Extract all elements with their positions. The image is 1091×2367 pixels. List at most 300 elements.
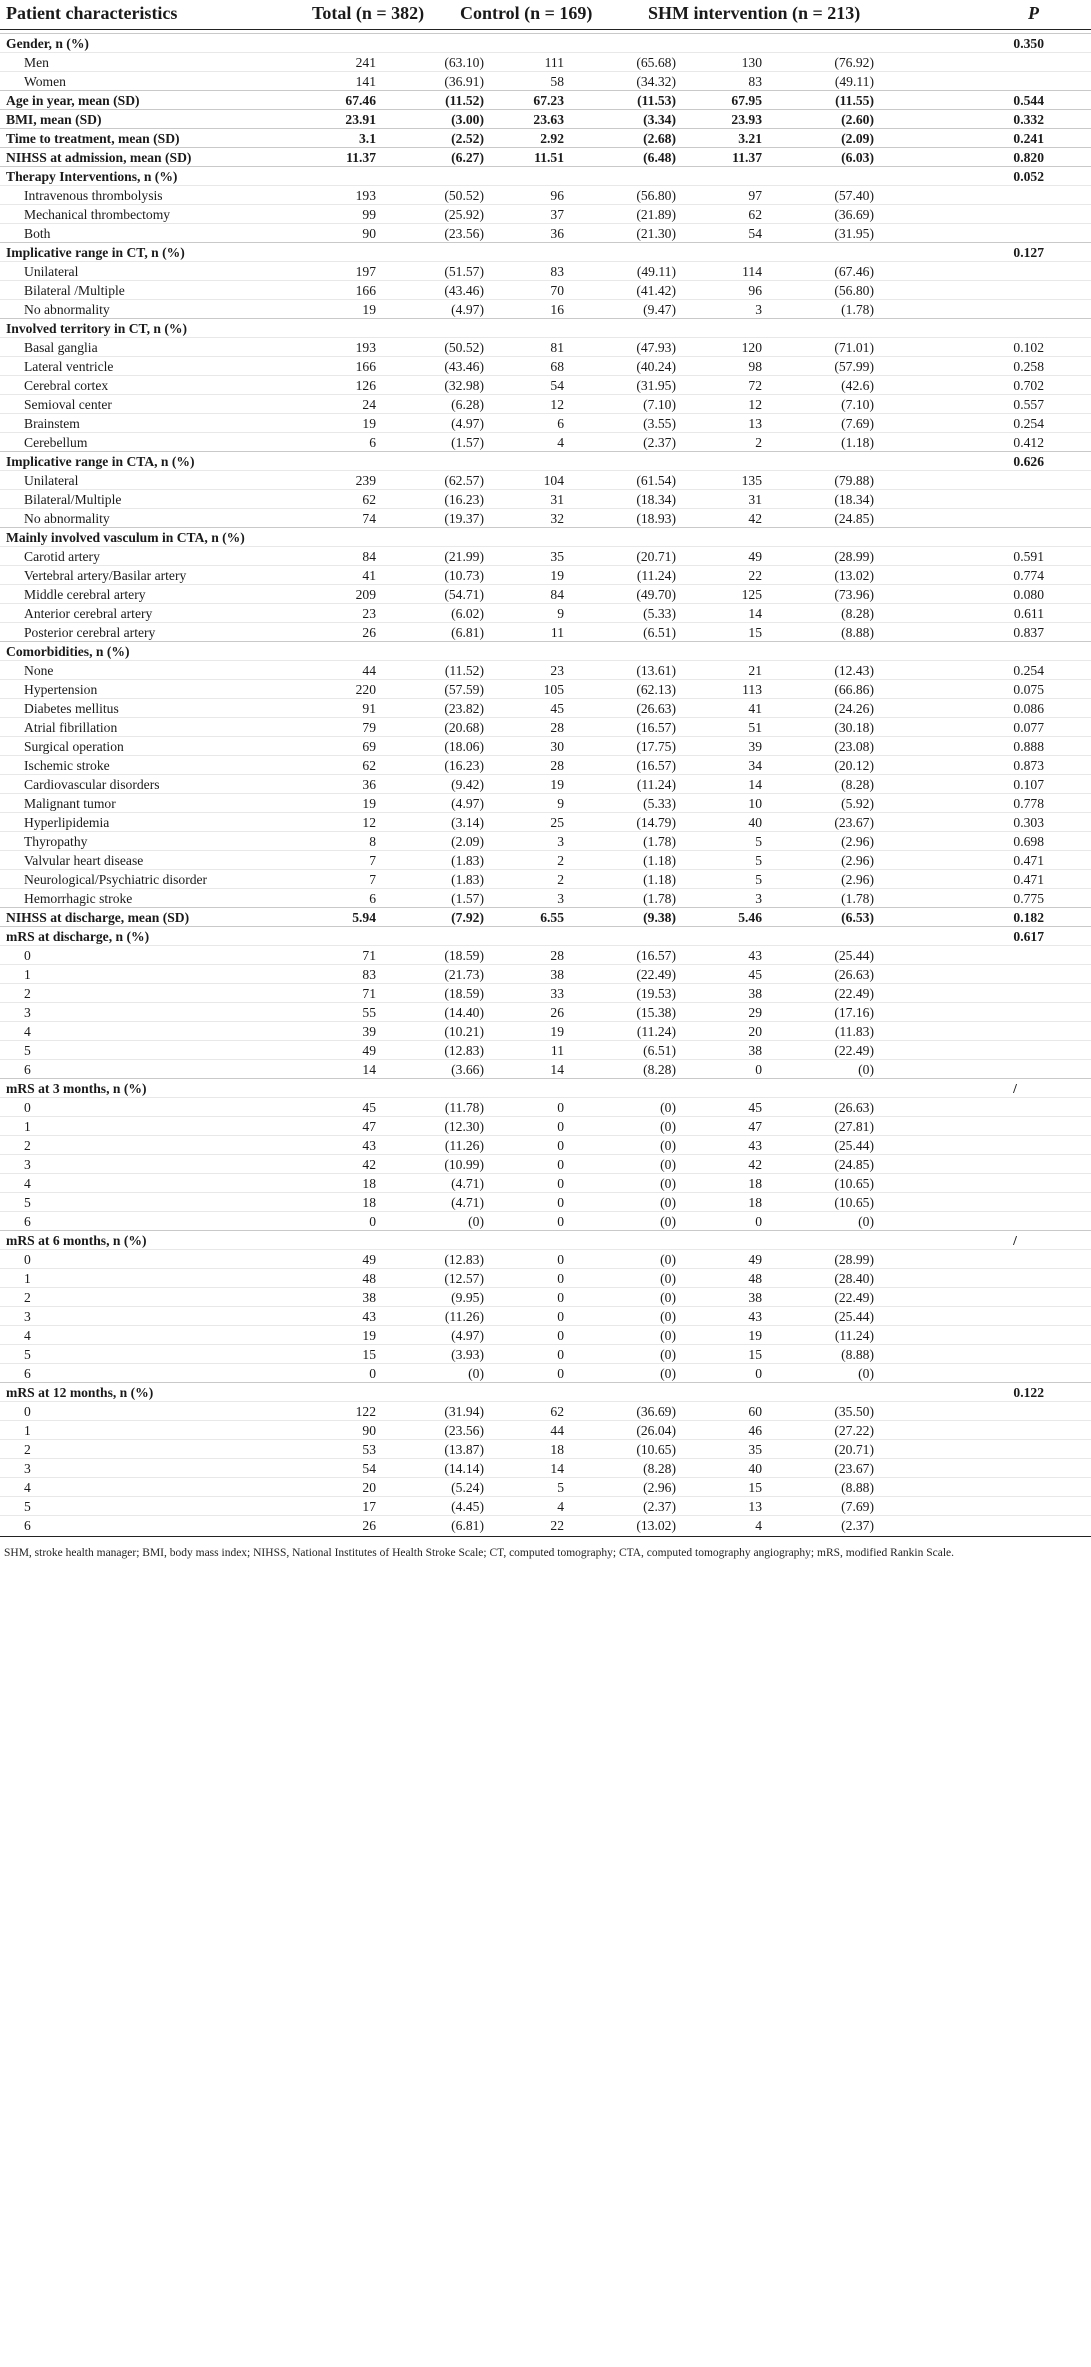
cell-total-n: 84 [362, 549, 376, 564]
cell-control-pct: (11.24) [636, 568, 676, 583]
table-row [0, 793, 1091, 812]
cell-control-pct: (61.54) [636, 473, 676, 488]
table-row [0, 546, 1091, 565]
cell-shm-pct: (5.92) [841, 796, 874, 811]
cell-total-n: 48 [362, 1271, 376, 1286]
cell-shm-n: 3.21 [738, 131, 762, 146]
cell-control-n: 67.23 [533, 93, 564, 108]
cell-shm-n: 0 [755, 1214, 762, 1229]
cell-total-n: 26 [362, 1518, 376, 1533]
cell-total-n: 23.91 [345, 112, 376, 127]
table-row [0, 869, 1091, 888]
cell-total-n: 91 [362, 701, 376, 716]
table-row [0, 1021, 1091, 1040]
table-row [0, 185, 1091, 204]
cell-total-n: 209 [355, 587, 376, 602]
cell-shm-n: 13 [748, 416, 762, 431]
cell-total-n: 8 [369, 834, 376, 849]
table-row [0, 432, 1091, 451]
cell-total-n: 90 [362, 226, 376, 241]
cell-label: Cardiovascular disorders [24, 777, 160, 792]
cell-total-n: 23 [362, 606, 376, 621]
cell-total-pct: (50.52) [444, 340, 484, 355]
cell-p-value: 0.412 [1013, 435, 1044, 450]
cell-shm-pct: (79.88) [834, 473, 874, 488]
cell-control-n: 30 [550, 739, 564, 754]
table-row [0, 1002, 1091, 1021]
cell-total-n: 49 [362, 1043, 376, 1058]
cell-shm-n: 5 [755, 872, 762, 887]
cell-shm-n: 18 [748, 1176, 762, 1191]
cell-control-pct: (20.71) [636, 549, 676, 564]
cell-control-pct: (0) [660, 1328, 676, 1343]
table-section-row [0, 451, 1091, 470]
cell-total-n: 74 [362, 511, 376, 526]
cell-shm-n: 0 [755, 1062, 762, 1077]
table-row [0, 1097, 1091, 1116]
cell-shm-n: 39 [748, 739, 762, 754]
cell-label: Ischemic stroke [24, 758, 110, 773]
cell-control-pct: (49.11) [636, 264, 676, 279]
cell-shm-n: 83 [748, 74, 762, 89]
cell-shm-n: 18 [748, 1195, 762, 1210]
cell-shm-n: 54 [748, 226, 762, 241]
table-row [0, 413, 1091, 432]
table-row [0, 584, 1091, 603]
table-section-row [0, 147, 1091, 166]
cell-shm-pct: (8.28) [841, 606, 874, 621]
cell-control-n: 9 [557, 606, 564, 621]
cell-p-value: 0.471 [1013, 872, 1044, 887]
cell-shm-n: 5 [755, 853, 762, 868]
cell-p-value: 0.557 [1013, 397, 1044, 412]
cell-control-pct: (5.33) [643, 606, 676, 621]
cell-shm-pct: (25.44) [834, 948, 874, 963]
cell-control-n: 0 [557, 1176, 564, 1191]
cell-label: 4 [24, 1480, 31, 1495]
table-row [0, 1325, 1091, 1344]
table-row [0, 1154, 1091, 1173]
cell-shm-n: 38 [748, 1043, 762, 1058]
cell-total-n: 166 [355, 359, 376, 374]
cell-label: 2 [24, 1138, 31, 1153]
table-row [0, 204, 1091, 223]
table-section-row [0, 109, 1091, 128]
cell-label: mRS at 12 months, n (%) [6, 1385, 154, 1400]
cell-total-pct: (10.21) [444, 1024, 484, 1039]
cell-p-value: 0.102 [1013, 340, 1044, 355]
cell-control-pct: (0) [660, 1100, 676, 1115]
table-section-row [0, 318, 1091, 337]
cell-p-value: 0.052 [1013, 169, 1044, 184]
cell-total-n: 12 [362, 815, 376, 830]
table-section-row [0, 926, 1091, 945]
cell-control-pct: (49.70) [636, 587, 676, 602]
cell-control-n: 3 [557, 834, 564, 849]
cell-total-pct: (3.66) [451, 1062, 484, 1077]
table-row [0, 280, 1091, 299]
cell-label: Diabetes mellitus [24, 701, 119, 716]
cell-total-pct: (25.92) [444, 207, 484, 222]
table-footnote: SHM, stroke health manager; BMI, body mass index; NIHSS, National Institutes of Health Stroke Scale; CT, computed tomography; CTA, computed tomography angiography; mRS, modified Rankin Scale. [4, 1547, 955, 1559]
cell-control-pct: (11.53) [637, 93, 676, 108]
table-section-row [0, 907, 1091, 926]
cell-control-n: 12 [550, 397, 564, 412]
cell-label: Comorbidities, n (%) [6, 644, 130, 659]
cell-label: Valvular heart disease [24, 853, 144, 868]
cell-shm-n: 31 [748, 492, 762, 507]
table-row [0, 52, 1091, 71]
cell-label: Cerebellum [24, 435, 88, 450]
cell-total-n: 241 [355, 55, 376, 70]
cell-control-pct: (0) [660, 1138, 676, 1153]
cell-p-value: / [1013, 1081, 1017, 1096]
table-row [0, 964, 1091, 983]
cell-shm-pct: (2.37) [841, 1518, 874, 1533]
cell-total-n: 193 [355, 340, 376, 355]
cell-label: 3 [24, 1157, 31, 1172]
table-section-row [0, 1382, 1091, 1401]
cell-shm-pct: (22.49) [834, 986, 874, 1001]
cell-total-n: 45 [362, 1100, 376, 1115]
cell-p-value: 0.591 [1013, 549, 1044, 564]
cell-control-pct: (3.34) [643, 112, 676, 127]
cell-shm-pct: (0) [858, 1366, 874, 1381]
cell-label: Anterior cerebral artery [24, 606, 153, 621]
cell-total-pct: (1.83) [451, 853, 484, 868]
cell-total-n: 79 [362, 720, 376, 735]
cell-control-pct: (2.37) [643, 435, 676, 450]
cell-shm-pct: (0) [858, 1062, 874, 1077]
table-row [0, 698, 1091, 717]
cell-total-n: 14 [362, 1062, 376, 1077]
cell-shm-pct: (22.49) [834, 1290, 874, 1305]
cell-total-pct: (13.87) [444, 1442, 484, 1457]
cell-control-n: 25 [550, 815, 564, 830]
table-row [0, 831, 1091, 850]
cell-total-pct: (43.46) [444, 359, 484, 374]
table-row [0, 660, 1091, 679]
table-row [0, 1458, 1091, 1477]
cell-total-pct: (6.27) [451, 150, 484, 165]
cell-total-pct: (36.91) [444, 74, 484, 89]
cell-control-n: 70 [550, 283, 564, 298]
cell-label: Bilateral/Multiple [24, 492, 122, 507]
cell-shm-n: 5.46 [738, 910, 762, 925]
cell-p-value: 0.820 [1013, 150, 1044, 165]
cell-total-n: 44 [362, 663, 376, 678]
cell-control-n: 5 [557, 1480, 564, 1495]
table-row [0, 1401, 1091, 1420]
table-row [0, 565, 1091, 584]
cell-label: mRS at discharge, n (%) [6, 929, 150, 944]
cell-label: Therapy Interventions, n (%) [6, 169, 178, 184]
cell-control-n: 11 [550, 1043, 564, 1058]
cell-shm-n: 67.95 [731, 93, 762, 108]
cell-control-n: 31 [550, 492, 564, 507]
cell-total-pct: (32.98) [444, 378, 484, 393]
cell-shm-n: 13 [748, 1499, 762, 1514]
cell-control-pct: (1.18) [643, 872, 676, 887]
cell-shm-pct: (20.12) [834, 758, 874, 773]
cell-label: 6 [24, 1062, 31, 1077]
cell-total-pct: (2.09) [451, 834, 484, 849]
cell-p-value: 0.888 [1013, 739, 1044, 754]
table-row [0, 850, 1091, 869]
cell-p-value: 0.471 [1013, 853, 1044, 868]
cell-shm-pct: (1.18) [841, 435, 874, 450]
cell-control-pct: (13.02) [636, 1518, 676, 1533]
table-row [0, 71, 1091, 90]
cell-total-pct: (18.59) [444, 948, 484, 963]
cell-control-n: 19 [550, 777, 564, 792]
cell-control-n: 0 [557, 1157, 564, 1172]
table-row [0, 337, 1091, 356]
cell-label: Involved territory in CT, n (%) [6, 321, 187, 336]
cell-control-pct: (14.79) [636, 815, 676, 830]
cell-total-n: 5.94 [352, 910, 376, 925]
cell-control-n: 0 [557, 1195, 564, 1210]
cell-label: Gender, n (%) [6, 36, 89, 51]
cell-control-pct: (16.57) [636, 720, 676, 735]
header-shm: SHM intervention (n = 213) [648, 3, 861, 23]
table-row [0, 1173, 1091, 1192]
header-total: Total (n = 382) [312, 3, 425, 23]
cell-total-n: 7 [369, 872, 376, 887]
cell-total-pct: (11.26) [444, 1138, 484, 1153]
cell-control-n: 28 [550, 948, 564, 963]
cell-total-pct: (23.82) [444, 701, 484, 716]
cell-total-pct: (54.71) [444, 587, 484, 602]
cell-control-n: 19 [550, 568, 564, 583]
cell-total-n: 197 [355, 264, 376, 279]
cell-shm-pct: (12.43) [834, 663, 874, 678]
cell-p-value: 0.774 [1013, 568, 1044, 583]
cell-shm-pct: (24.85) [834, 511, 874, 526]
header-control: Control (n = 169) [460, 3, 593, 23]
cell-total-n: 39 [362, 1024, 376, 1039]
cell-control-pct: (65.68) [636, 55, 676, 70]
cell-shm-n: 41 [748, 701, 762, 716]
cell-shm-pct: (2.96) [841, 853, 874, 868]
cell-p-value: 0.075 [1013, 682, 1044, 697]
cell-control-n: 105 [543, 682, 564, 697]
cell-total-n: 26 [362, 625, 376, 640]
cell-shm-pct: (11.83) [834, 1024, 874, 1039]
cell-total-pct: (57.59) [444, 682, 484, 697]
cell-total-n: 0 [369, 1214, 376, 1229]
cell-total-pct: (21.73) [444, 967, 484, 982]
cell-control-pct: (0) [660, 1195, 676, 1210]
cell-shm-pct: (28.99) [834, 1252, 874, 1267]
cell-total-n: 141 [355, 74, 376, 89]
cell-control-pct: (1.78) [643, 891, 676, 906]
cell-control-pct: (34.32) [636, 74, 676, 89]
cell-shm-n: 29 [748, 1005, 762, 1020]
cell-control-n: 4 [557, 1499, 564, 1514]
cell-p-value: 0.258 [1013, 359, 1044, 374]
cell-control-n: 2.92 [540, 131, 564, 146]
cell-label: mRS at 3 months, n (%) [6, 1081, 147, 1096]
table-row [0, 755, 1091, 774]
cell-control-pct: (0) [660, 1309, 676, 1324]
cell-total-pct: (4.97) [451, 1328, 484, 1343]
cell-label: Time to treatment, mean (SD) [6, 131, 180, 146]
cell-shm-pct: (31.95) [834, 226, 874, 241]
cell-label: Thyropathy [24, 834, 88, 849]
cell-shm-n: 113 [742, 682, 762, 697]
cell-total-pct: (6.81) [451, 625, 484, 640]
cell-shm-n: 35 [748, 1442, 762, 1457]
cell-p-value: 0.254 [1013, 416, 1044, 431]
cell-total-n: 38 [362, 1290, 376, 1305]
cell-shm-n: 130 [741, 55, 762, 70]
cell-p-value: 0.122 [1013, 1385, 1044, 1400]
cell-control-pct: (7.10) [643, 397, 676, 412]
table-row [0, 1515, 1091, 1534]
cell-control-n: 18 [550, 1442, 564, 1457]
cell-control-pct: (40.24) [636, 359, 676, 374]
cell-control-pct: (19.53) [636, 986, 676, 1001]
cell-label: Women [24, 74, 66, 89]
cell-label: Carotid artery [24, 549, 100, 564]
cell-label: Posterior cerebral artery [24, 625, 156, 640]
cell-total-n: 43 [362, 1309, 376, 1324]
cell-label: 5 [24, 1195, 31, 1210]
cell-p-value: 0.241 [1013, 131, 1044, 146]
cell-label: Bilateral /Multiple [24, 283, 125, 298]
table-row [0, 1249, 1091, 1268]
table-section-row [0, 128, 1091, 147]
table-row [0, 1420, 1091, 1439]
cell-shm-n: 38 [748, 1290, 762, 1305]
cell-total-n: 18 [362, 1176, 376, 1191]
cell-shm-n: 49 [748, 549, 762, 564]
cell-control-pct: (21.89) [636, 207, 676, 222]
cell-label: Malignant tumor [24, 796, 116, 811]
cell-shm-n: 11.37 [732, 150, 762, 165]
cell-total-pct: (3.00) [451, 112, 484, 127]
cell-total-pct: (4.97) [451, 302, 484, 317]
cell-total-pct: (12.83) [444, 1252, 484, 1267]
cell-control-n: 84 [550, 587, 564, 602]
table-section-row [0, 242, 1091, 261]
cell-shm-pct: (27.22) [834, 1423, 874, 1438]
cell-control-pct: (21.30) [636, 226, 676, 241]
cell-label: Neurological/Psychiatric disorder [24, 872, 208, 887]
cell-p-value: 0.775 [1013, 891, 1044, 906]
cell-shm-pct: (10.65) [834, 1195, 874, 1210]
cell-total-pct: (6.28) [451, 397, 484, 412]
cell-total-pct: (63.10) [444, 55, 484, 70]
cell-total-pct: (1.57) [451, 435, 484, 450]
table-row [0, 1496, 1091, 1515]
cell-control-n: 0 [557, 1214, 564, 1229]
table-section-row [0, 1078, 1091, 1097]
cell-total-pct: (9.95) [451, 1290, 484, 1305]
header-characteristics: Patient characteristics [6, 3, 178, 23]
cell-control-n: 96 [550, 188, 564, 203]
cell-label: 3 [24, 1461, 31, 1476]
table-row [0, 1059, 1091, 1078]
cell-total-n: 90 [362, 1423, 376, 1438]
cell-shm-pct: (42.6) [841, 378, 874, 393]
cell-control-pct: (0) [660, 1119, 676, 1134]
cell-control-n: 0 [557, 1271, 564, 1286]
cell-shm-n: 114 [742, 264, 762, 279]
cell-control-n: 104 [543, 473, 564, 488]
cell-shm-n: 51 [748, 720, 762, 735]
table-row [0, 1192, 1091, 1211]
cell-shm-n: 46 [748, 1423, 762, 1438]
cell-total-pct: (11.52) [445, 93, 484, 108]
cell-total-pct: (3.93) [451, 1347, 484, 1362]
cell-total-pct: (4.97) [451, 416, 484, 431]
table-header [0, 0, 1091, 30]
cell-shm-n: 60 [748, 1404, 762, 1419]
cell-shm-n: 14 [748, 777, 762, 792]
cell-total-pct: (50.52) [444, 188, 484, 203]
cell-total-pct: (14.14) [444, 1461, 484, 1476]
cell-shm-n: 0 [755, 1366, 762, 1381]
cell-p-value: 0.086 [1013, 701, 1044, 716]
cell-label: Semioval center [24, 397, 112, 412]
cell-control-pct: (1.78) [643, 834, 676, 849]
table-section-row [0, 90, 1091, 109]
cell-p-value: 0.077 [1013, 720, 1044, 735]
cell-label: 4 [24, 1024, 31, 1039]
cell-p-value: 0.303 [1013, 815, 1044, 830]
cell-label: 2 [24, 986, 31, 1001]
cell-total-n: 220 [355, 682, 376, 697]
cell-control-n: 3 [557, 891, 564, 906]
cell-control-n: 54 [550, 378, 564, 393]
table-row [0, 1211, 1091, 1230]
cell-p-value: 0.617 [1013, 929, 1044, 944]
cell-control-pct: (0) [660, 1157, 676, 1172]
cell-label: Surgical operation [24, 739, 124, 754]
table-row [0, 299, 1091, 318]
cell-control-pct: (2.37) [643, 1499, 676, 1514]
cell-control-pct: (0) [660, 1366, 676, 1381]
cell-control-n: 14 [550, 1461, 564, 1476]
cell-shm-pct: (8.88) [841, 625, 874, 640]
cell-control-n: 11.51 [534, 150, 564, 165]
cell-p-value: 0.702 [1013, 378, 1044, 393]
cell-total-n: 166 [355, 283, 376, 298]
cell-label: 6 [24, 1214, 31, 1229]
cell-control-pct: (15.38) [636, 1005, 676, 1020]
cell-total-n: 62 [362, 492, 376, 507]
cell-shm-n: 23.93 [731, 112, 762, 127]
cell-total-pct: (16.23) [444, 492, 484, 507]
cell-shm-n: 47 [748, 1119, 762, 1134]
cell-total-pct: (23.56) [444, 1423, 484, 1438]
cell-total-n: 24 [362, 397, 376, 412]
cell-total-n: 122 [355, 1404, 376, 1419]
cell-control-n: 58 [550, 74, 564, 89]
cell-control-n: 16 [550, 302, 564, 317]
cell-total-pct: (0) [468, 1366, 484, 1381]
cell-total-n: 19 [362, 796, 376, 811]
cell-control-n: 37 [550, 207, 564, 222]
cell-p-value: 0.837 [1013, 625, 1044, 640]
cell-control-n: 0 [557, 1252, 564, 1267]
cell-total-pct: (18.59) [444, 986, 484, 1001]
cell-label: 1 [24, 1119, 31, 1134]
cell-total-n: 69 [362, 739, 376, 754]
cell-total-n: 55 [362, 1005, 376, 1020]
